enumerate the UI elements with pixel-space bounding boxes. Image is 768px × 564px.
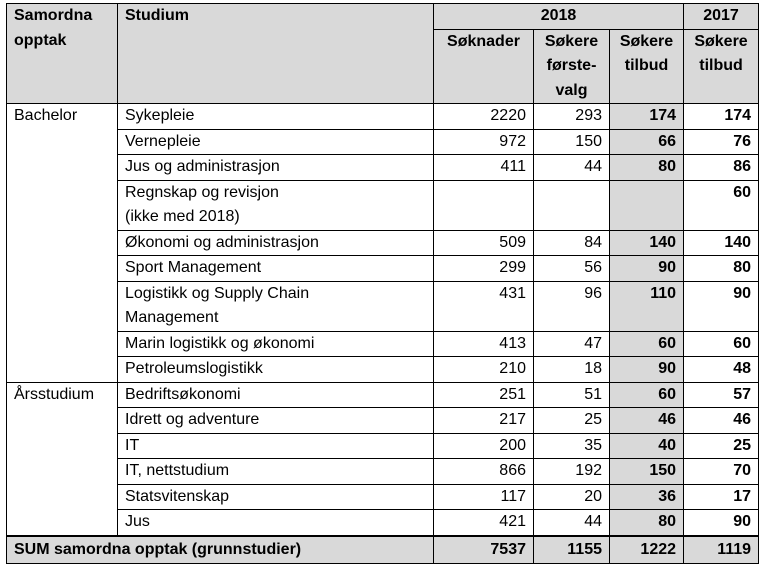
soknader-cell bbox=[434, 180, 534, 230]
admissions-table bbox=[6, 3, 759, 564]
header-tilbud-2018 bbox=[610, 29, 684, 104]
tilbud-2018-cell: 36 bbox=[610, 484, 684, 510]
study-cell: Marin logistikk og økonomi bbox=[118, 331, 434, 357]
soknader-cell: 200 bbox=[434, 433, 534, 459]
tilbud-2018-cell: 40 bbox=[610, 433, 684, 459]
table-row bbox=[7, 433, 759, 459]
study-cell bbox=[118, 281, 434, 331]
soknader-cell: 117 bbox=[434, 484, 534, 510]
header-study-label: Studium bbox=[125, 7, 189, 24]
tilbud-2017-cell: 80 bbox=[684, 256, 759, 282]
study-cell: Jus bbox=[118, 510, 434, 536]
tilbud-2017-cell: 60 bbox=[684, 331, 759, 357]
total-tilbud-2018: 1222 bbox=[610, 536, 684, 564]
forstevalg-cell bbox=[534, 180, 610, 230]
tilbud-2018-cell: 140 bbox=[610, 230, 684, 256]
table-row bbox=[7, 331, 759, 357]
header-forstevalg bbox=[534, 29, 610, 104]
table-row bbox=[7, 484, 759, 510]
study-cell bbox=[118, 180, 434, 230]
tilbud-2018-cell: 90 bbox=[610, 256, 684, 282]
table-row bbox=[7, 155, 759, 181]
header-forstevalg-line1: Søkere bbox=[544, 32, 599, 50]
study-cell: IT bbox=[118, 433, 434, 459]
header-group-label: Samordna opptak bbox=[14, 7, 93, 49]
table-row bbox=[7, 408, 759, 434]
header-soknader bbox=[434, 29, 534, 104]
header-tilbud-2017-line2: tilbud bbox=[699, 57, 743, 74]
header-study-cell bbox=[118, 4, 434, 104]
tilbud-2017-cell: 60 bbox=[684, 180, 759, 230]
study-cell: Statsvitenskap bbox=[118, 484, 434, 510]
tilbud-2017-cell: 48 bbox=[684, 357, 759, 383]
table-row bbox=[7, 230, 759, 256]
table-row bbox=[7, 281, 759, 331]
soknader-cell: 299 bbox=[434, 256, 534, 282]
tilbud-2017-cell: 86 bbox=[684, 155, 759, 181]
total-tilbud-2017: 1119 bbox=[684, 536, 759, 564]
tilbud-2017-cell: 25 bbox=[684, 433, 759, 459]
soknader-cell: 411 bbox=[434, 155, 534, 181]
study-line2: (ikke med 2018) bbox=[125, 208, 240, 225]
tilbud-2018-cell: 150 bbox=[610, 459, 684, 485]
forstevalg-cell: 47 bbox=[534, 331, 610, 357]
header-tilbud-2017-line1: Søkere bbox=[694, 32, 748, 50]
forstevalg-cell: 18 bbox=[534, 357, 610, 383]
table-row bbox=[7, 129, 759, 155]
group-arsstudium: Årsstudium bbox=[7, 382, 118, 536]
table-row bbox=[7, 382, 759, 408]
header-tilbud-2018-line2: tilbud bbox=[624, 57, 669, 74]
tilbud-2018-cell: 80 bbox=[610, 155, 684, 181]
soknader-cell: 413 bbox=[434, 331, 534, 357]
tilbud-2017-cell: 90 bbox=[684, 281, 759, 331]
tilbud-2018-cell: 60 bbox=[610, 331, 684, 357]
study-cell: Sport Management bbox=[118, 256, 434, 282]
forstevalg-cell: 20 bbox=[534, 484, 610, 510]
tilbud-2017-cell: 17 bbox=[684, 484, 759, 510]
table-row bbox=[7, 104, 759, 130]
soknader-cell: 210 bbox=[434, 357, 534, 383]
forstevalg-cell: 44 bbox=[534, 155, 610, 181]
study-line1: Regnskap og revisjon bbox=[125, 183, 279, 201]
table-row bbox=[7, 357, 759, 383]
table-row bbox=[7, 180, 759, 230]
header-group-cell bbox=[7, 4, 118, 104]
soknader-cell: 421 bbox=[434, 510, 534, 536]
forstevalg-cell: 192 bbox=[534, 459, 610, 485]
tilbud-2018-cell: 60 bbox=[610, 382, 684, 408]
tilbud-2017-cell: 140 bbox=[684, 230, 759, 256]
soknader-cell: 251 bbox=[434, 382, 534, 408]
study-cell: Idrett og adventure bbox=[118, 408, 434, 434]
study-cell: Vernepleie bbox=[118, 129, 434, 155]
soknader-cell: 972 bbox=[434, 129, 534, 155]
soknader-cell: 509 bbox=[434, 230, 534, 256]
tilbud-2017-cell: 174 bbox=[684, 104, 759, 130]
study-cell: Petroleumslogistikk bbox=[118, 357, 434, 383]
forstevalg-cell: 44 bbox=[534, 510, 610, 536]
study-cell: Jus og administrasjon bbox=[118, 155, 434, 181]
header-forstevalg-line2: første- bbox=[546, 57, 597, 74]
forstevalg-cell: 96 bbox=[534, 281, 610, 331]
header-forstevalg-line3: valg bbox=[555, 81, 588, 99]
table-row bbox=[7, 510, 759, 536]
header-row-years bbox=[7, 4, 759, 30]
total-row bbox=[7, 536, 759, 564]
forstevalg-cell: 25 bbox=[534, 408, 610, 434]
forstevalg-cell: 56 bbox=[534, 256, 610, 282]
soknader-cell: 866 bbox=[434, 459, 534, 485]
forstevalg-cell: 150 bbox=[534, 129, 610, 155]
total-soknader: 7537 bbox=[434, 536, 534, 564]
forstevalg-cell: 293 bbox=[534, 104, 610, 130]
tilbud-2017-cell: 90 bbox=[684, 510, 759, 536]
header-soknader-label: Søknader bbox=[447, 32, 520, 50]
header-year-2018: 2018 bbox=[434, 4, 684, 30]
header-year-2017: 2017 bbox=[684, 4, 759, 30]
tilbud-2018-cell: 174 bbox=[610, 104, 684, 130]
total-forstevalg: 1155 bbox=[534, 536, 610, 564]
tilbud-2018-cell: 90 bbox=[610, 357, 684, 383]
tilbud-2018-cell bbox=[610, 180, 684, 230]
soknader-cell: 2220 bbox=[434, 104, 534, 130]
study-cell: Bedriftsøkonomi bbox=[118, 382, 434, 408]
study-line2: Management bbox=[125, 309, 219, 326]
header-tilbud-2018-line1: Søkere bbox=[619, 32, 674, 50]
soknader-cell: 431 bbox=[434, 281, 534, 331]
tilbud-2017-cell: 76 bbox=[684, 129, 759, 155]
forstevalg-cell: 51 bbox=[534, 382, 610, 408]
header-tilbud-2017 bbox=[684, 29, 759, 104]
tilbud-2017-cell: 57 bbox=[684, 382, 759, 408]
study-cell: Sykepleie bbox=[118, 104, 434, 130]
group-bachelor: Bachelor bbox=[7, 104, 118, 383]
study-cell: IT, nettstudium bbox=[118, 459, 434, 485]
study-line1: Logistikk og Supply Chain bbox=[125, 284, 310, 302]
table-row bbox=[7, 459, 759, 485]
tilbud-2017-cell: 46 bbox=[684, 408, 759, 434]
total-label: SUM samordna opptak (grunnstudier) bbox=[7, 536, 434, 564]
tilbud-2018-cell: 46 bbox=[610, 408, 684, 434]
forstevalg-cell: 35 bbox=[534, 433, 610, 459]
tilbud-2017-cell: 70 bbox=[684, 459, 759, 485]
tilbud-2018-cell: 80 bbox=[610, 510, 684, 536]
tilbud-2018-cell: 110 bbox=[610, 281, 684, 331]
tilbud-2018-cell: 66 bbox=[610, 129, 684, 155]
table-row bbox=[7, 256, 759, 282]
soknader-cell: 217 bbox=[434, 408, 534, 434]
forstevalg-cell: 84 bbox=[534, 230, 610, 256]
study-cell: Økonomi og administrasjon bbox=[118, 230, 434, 256]
